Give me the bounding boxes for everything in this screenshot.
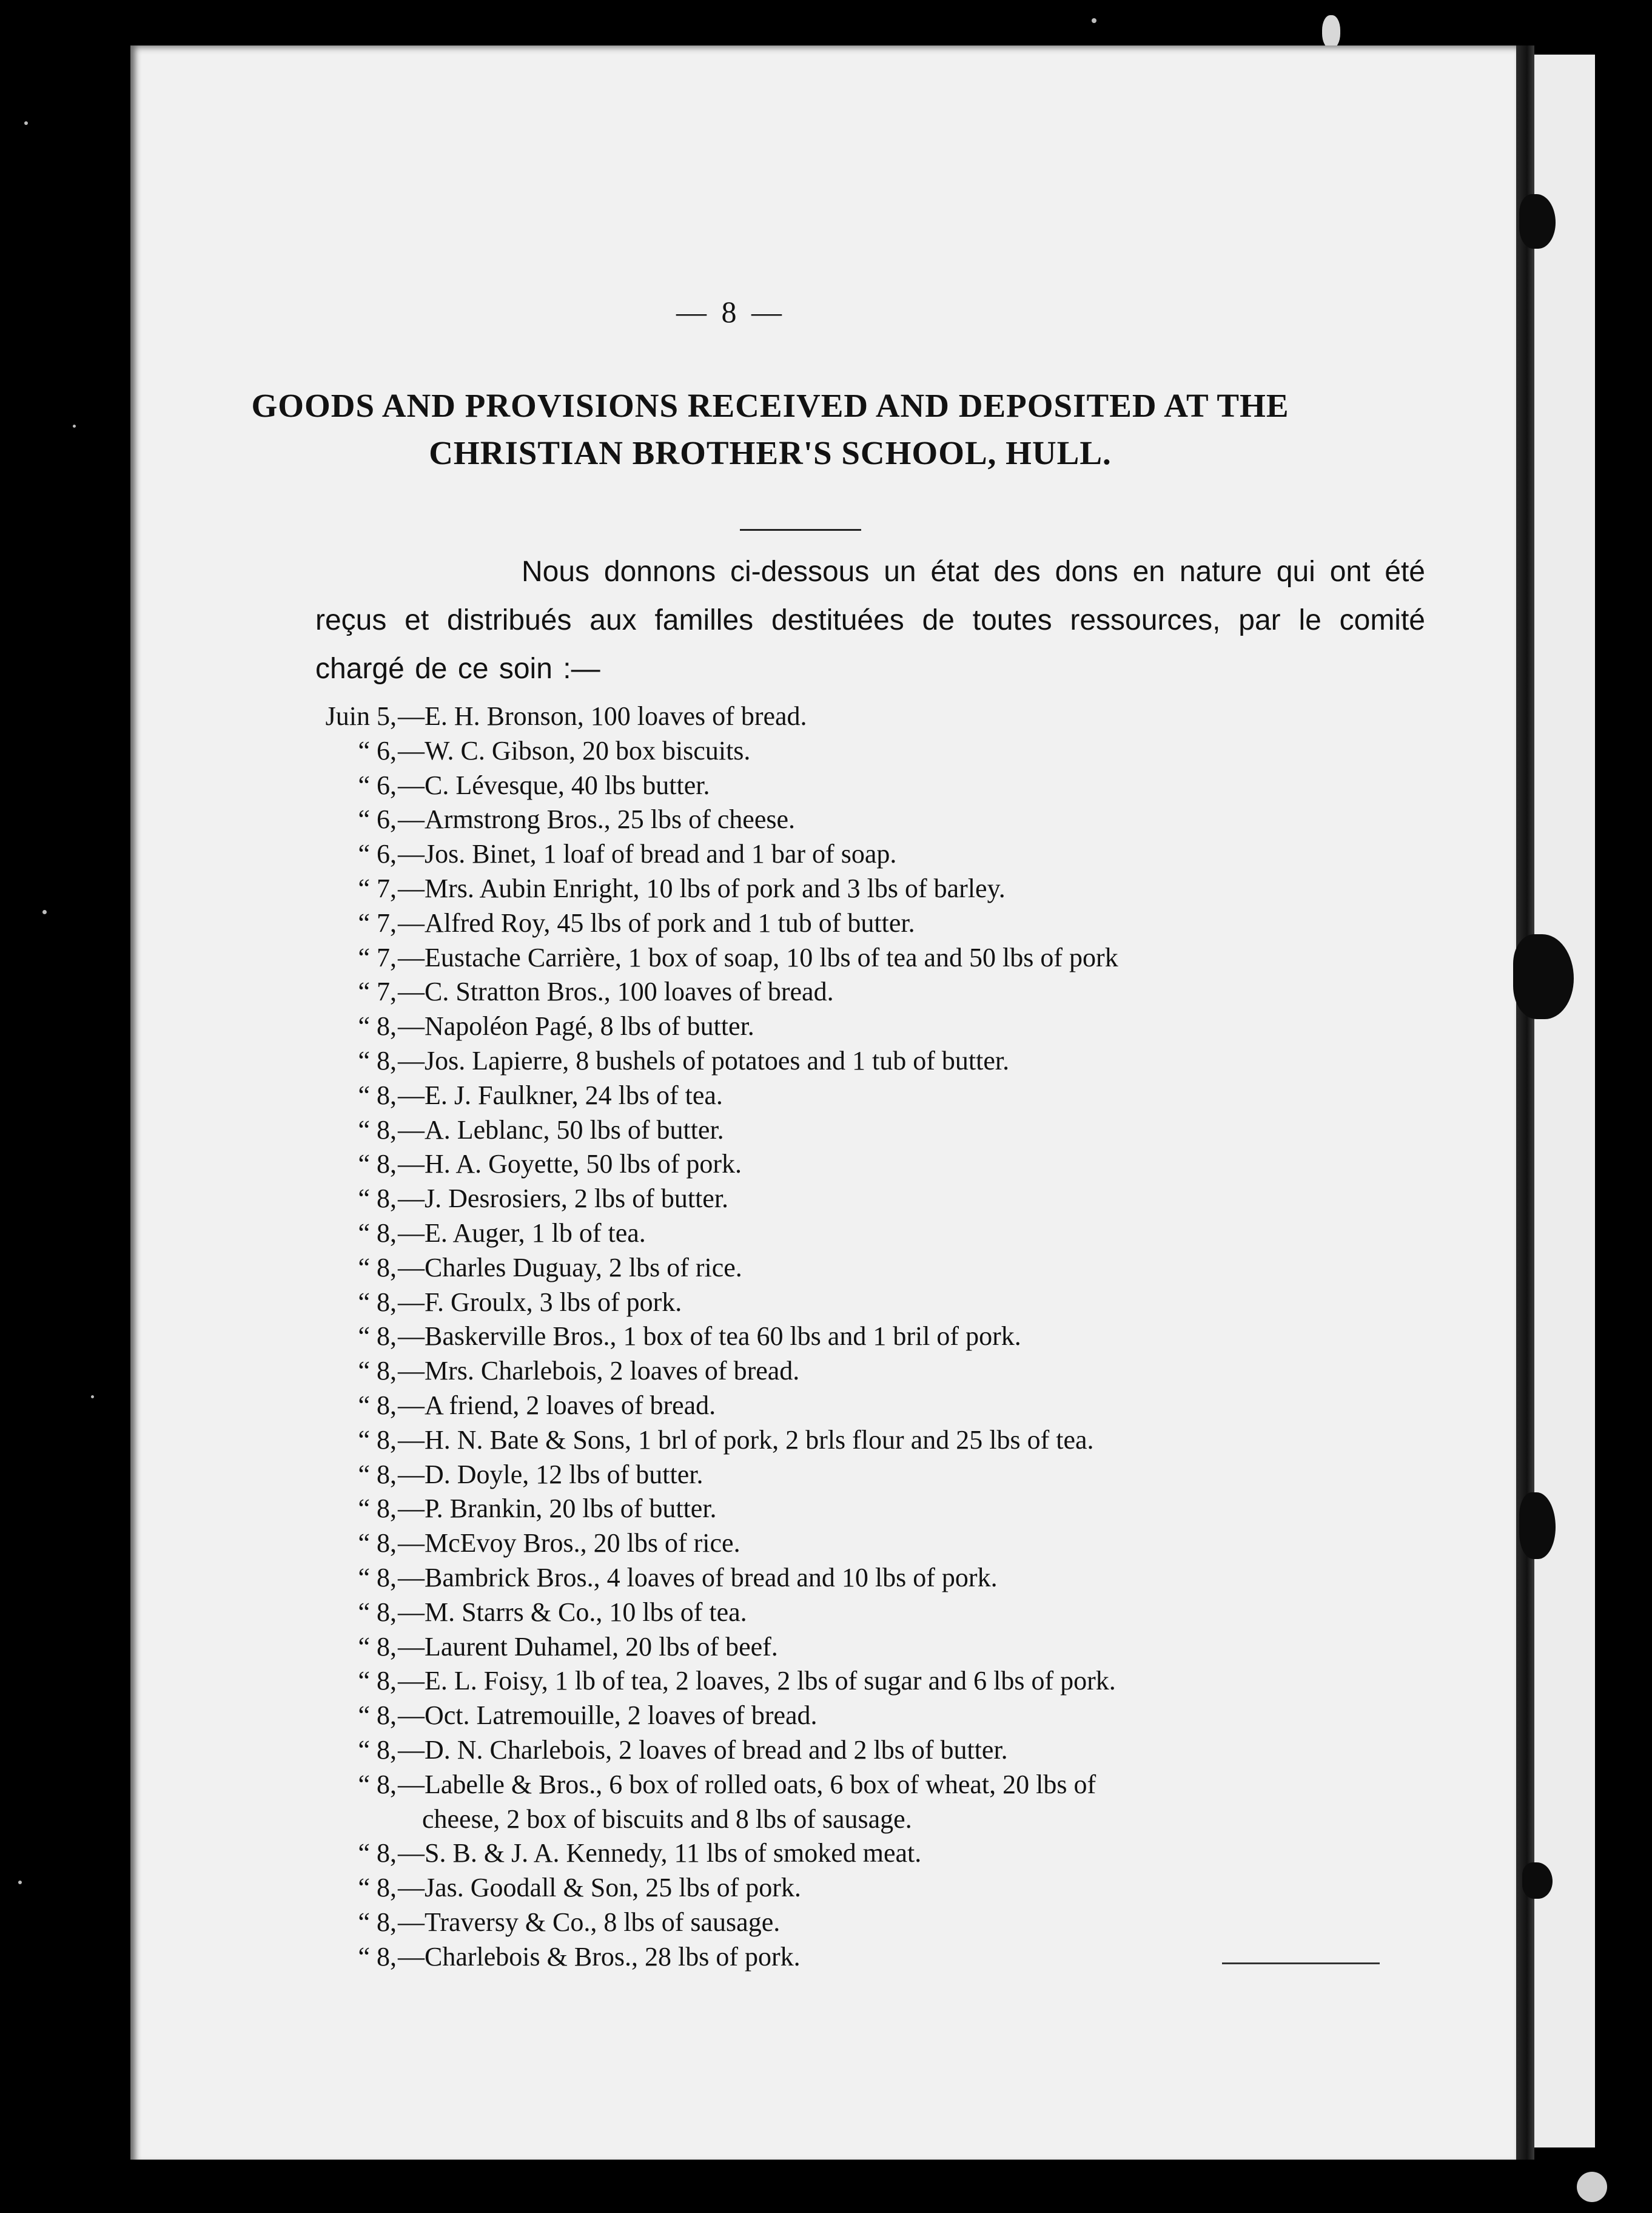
- list-item: [311, 837, 1432, 872]
- entry-date: “ 8,: [358, 1080, 397, 1110]
- scan-noise: [1092, 18, 1096, 23]
- entry-date: “ 8,: [358, 1252, 397, 1282]
- entry-text: [398, 1630, 778, 1665]
- list-item: [311, 1079, 1432, 1113]
- entry-line: —Napoléon Pagé, 8 lbs of butter.: [398, 1011, 754, 1042]
- entry-text: [398, 769, 710, 803]
- entry-date: “ 8,: [358, 1562, 397, 1592]
- entry-line: —H. A. Goyette, 50 lbs of pork.: [398, 1149, 742, 1179]
- entry-date: “ 8,: [358, 1459, 397, 1489]
- entry-text: [398, 1699, 818, 1733]
- scan-noise: [73, 425, 76, 428]
- entry-text: [398, 941, 1118, 975]
- entry-date: Juin 5,: [325, 701, 397, 731]
- entry-text: [398, 1836, 921, 1871]
- list-item: [311, 1009, 1432, 1044]
- entry-date: “ 8,: [358, 1734, 397, 1765]
- entry-text: [398, 1733, 1008, 1768]
- list-item: [311, 1423, 1432, 1458]
- entry-text: [398, 1664, 1116, 1699]
- list-item: [311, 1561, 1432, 1595]
- list-item: [311, 1113, 1432, 1148]
- list-item: [311, 734, 1432, 769]
- entry-line: —C. Stratton Bros., 100 loaves of bread.: [398, 977, 834, 1007]
- entry-date: “ 6,: [358, 735, 397, 766]
- entry-date: “ 7,: [358, 873, 397, 903]
- binding-gutter: [1516, 45, 1534, 2160]
- list-item: [311, 1182, 1432, 1216]
- entry-line: —S. B. & J. A. Kennedy, 11 lbs of smoked meat.: [398, 1838, 922, 1868]
- entry-line: —Traversy & Co., 8 lbs of sausage.: [398, 1907, 781, 1937]
- list-item: [311, 872, 1432, 906]
- entry-text: [398, 1595, 747, 1630]
- entry-line: —D. N. Charlebois, 2 loaves of bread and 2 lbs of butter.: [398, 1734, 1008, 1765]
- entry-text: [398, 1940, 801, 1975]
- entry-line: —McEvoy Bros., 20 lbs of rice.: [398, 1528, 740, 1558]
- entry-text: [398, 906, 915, 941]
- entry-date: “ 7,: [358, 977, 397, 1007]
- list-item: [311, 1664, 1432, 1699]
- title-line-1: GOODS AND PROVISIONS RECEIVED AND DEPOSITED AT THE: [251, 387, 1289, 424]
- entry-date: “ 8,: [358, 1218, 397, 1248]
- entry-date: “ 6,: [358, 839, 397, 869]
- scan-noise: [91, 1395, 94, 1398]
- entry-line: —Laurent Duhamel, 20 lbs of beef.: [398, 1631, 778, 1662]
- entry-date: “ 8,: [358, 1666, 397, 1696]
- binding-blot: [1519, 194, 1556, 249]
- entry-line: —Jos. Binet, 1 loaf of bread and 1 bar of soap.: [398, 839, 897, 869]
- entry-text: [398, 1009, 754, 1044]
- list-item: [311, 906, 1432, 941]
- list-item: [311, 1940, 1432, 1975]
- entry-line: —Alfred Roy, 45 lbs of pork and 1 tub of butter.: [398, 908, 915, 938]
- binding-blot: [1522, 1862, 1553, 1899]
- entry-date: “ 6,: [358, 770, 397, 800]
- entry-date: “ 8,: [358, 1045, 397, 1076]
- list-item: [311, 1836, 1432, 1871]
- entry-date: “ 8,: [358, 1011, 397, 1042]
- entry-date: “ 8,: [358, 1597, 397, 1627]
- entry-date: “ 8,: [358, 1907, 397, 1937]
- intro-paragraph: Nous donnons ci-dessous un état des dons en nature qui ont été reçus et distribués aux familles destituées de toutes ressources, par le comité chargé de ce soin :—: [315, 556, 1425, 685]
- entry-line: —A. Leblanc, 50 lbs of butter.: [398, 1114, 724, 1145]
- paper-page: [130, 45, 1516, 2160]
- entry-date: “ 8,: [358, 1287, 397, 1317]
- entry-date: “ 8,: [358, 1424, 397, 1455]
- entry-text: [398, 1905, 780, 1940]
- entry-date: “ 8,: [358, 1528, 397, 1558]
- list-item: [311, 1733, 1432, 1768]
- entry-line: —J. Desrosiers, 2 lbs of butter.: [398, 1184, 729, 1214]
- entry-line: —W. C. Gibson, 20 box biscuits.: [398, 735, 751, 766]
- entry-text: [398, 1285, 682, 1320]
- entry-text: [398, 803, 795, 837]
- entry-line: —Jos. Lapierre, 8 bushels of potatoes and 1 tub of butter.: [398, 1045, 1010, 1076]
- entry-line: —A friend, 2 loaves of bread.: [398, 1390, 716, 1420]
- scan-noise: [1322, 15, 1340, 49]
- list-item: [311, 1492, 1432, 1526]
- entry-date: “ 7,: [358, 942, 397, 972]
- entry-line: —Armstrong Bros., 25 lbs of cheese.: [398, 804, 796, 835]
- list-item: [311, 769, 1432, 803]
- entry-text: [398, 1319, 1021, 1354]
- list-item: [311, 1630, 1432, 1665]
- entry-date: “ 8,: [358, 1356, 397, 1386]
- list-item: [311, 1216, 1432, 1251]
- entry-line: —Mrs. Charlebois, 2 loaves of bread.: [398, 1356, 800, 1386]
- entry-line: —E. J. Faulkner, 24 lbs of tea.: [398, 1080, 723, 1110]
- entry-text: [398, 1458, 703, 1492]
- list-item: [311, 1905, 1432, 1940]
- entry-date: “ 7,: [358, 908, 397, 938]
- list-item: [311, 1526, 1432, 1561]
- entry-line: —Eustache Carrière, 1 box of soap, 10 lbs of tea and 50 lbs of pork: [398, 942, 1118, 972]
- entry-line: —C. Lévesque, 40 lbs butter.: [398, 770, 710, 800]
- entry-date: “ 8,: [358, 1631, 397, 1662]
- entry-text: [398, 1389, 716, 1423]
- entry-text: [398, 1871, 801, 1905]
- entry-date: “ 8,: [358, 1321, 397, 1352]
- title-divider: [740, 529, 861, 531]
- scan-noise: [1577, 2172, 1607, 2202]
- list-item: [311, 1768, 1432, 1837]
- list-item: [311, 1319, 1432, 1354]
- entry-date: “ 8,: [358, 1838, 397, 1868]
- entry-date: “ 8,: [358, 1769, 397, 1799]
- list-item: [311, 1251, 1432, 1285]
- entry-line: —Charles Duguay, 2 lbs of rice.: [398, 1252, 742, 1282]
- binding-blot: [1519, 1492, 1556, 1559]
- entry-date: “ 8,: [358, 1114, 397, 1145]
- entry-line: —D. Doyle, 12 lbs of butter.: [398, 1459, 703, 1489]
- list-item: [311, 803, 1432, 837]
- entry-text: [398, 1561, 998, 1595]
- entry-text: [398, 1113, 724, 1148]
- closing-rule: [1222, 1962, 1380, 1964]
- list-item: [311, 941, 1432, 975]
- entry-date: “ 6,: [358, 804, 397, 835]
- list-item: [311, 1354, 1432, 1389]
- entry-date: “ 8,: [358, 1390, 397, 1420]
- entry-text: [398, 1526, 740, 1561]
- entry-text: [398, 975, 834, 1009]
- entry-line: —Mrs. Aubin Enright, 10 lbs of pork and 3 lbs of barley.: [398, 873, 1006, 903]
- adjacent-page-edge: [1534, 55, 1595, 2147]
- list-item: [311, 1389, 1432, 1423]
- list-item: [311, 1595, 1432, 1630]
- entry-line: —E. L. Foisy, 1 lb of tea, 2 loaves, 2 lbs of sugar and 6 lbs of pork.: [398, 1666, 1116, 1696]
- entry-text: [398, 734, 750, 769]
- entry-text: [398, 1768, 1096, 1837]
- entry-text: [398, 837, 896, 872]
- scan-noise: [24, 121, 28, 125]
- entry-line: —E. H. Bronson, 100 loaves of bread.: [398, 701, 807, 731]
- entry-text: [398, 1182, 728, 1216]
- entry-text: [398, 1354, 799, 1389]
- list-item: [311, 699, 1432, 734]
- page-number: — 8 —: [676, 295, 785, 329]
- donation-list: [311, 699, 1432, 1974]
- entry-text: [398, 1251, 742, 1285]
- list-item: [311, 1285, 1432, 1320]
- page-title: [167, 382, 1374, 477]
- entry-line: —Baskerville Bros., 1 box of tea 60 lbs and 1 bril of pork.: [398, 1321, 1021, 1352]
- page-content: [130, 45, 1516, 2160]
- title-line-2: CHRISTIAN BROTHER'S SCHOOL, HULL.: [429, 434, 1112, 471]
- entry-text: [398, 1216, 646, 1251]
- entry-text: [398, 1079, 723, 1113]
- entry-text: [398, 1492, 717, 1526]
- entry-line: —P. Brankin, 20 lbs of butter.: [398, 1494, 717, 1524]
- list-item: [311, 1699, 1432, 1733]
- entry-date: “ 8,: [358, 1700, 397, 1731]
- entry-line: —F. Groulx, 3 lbs of pork.: [398, 1287, 682, 1317]
- entry-text: [398, 1147, 742, 1182]
- entry-continuation: cheese, 2 box of biscuits and 8 lbs of sausage.: [422, 1804, 912, 1834]
- entry-line: —Bambrick Bros., 4 loaves of bread and 10 lbs of pork.: [398, 1562, 998, 1592]
- entry-text: [398, 1423, 1094, 1458]
- entry-date: “ 8,: [358, 1941, 397, 1972]
- entry-date: “ 8,: [358, 1184, 397, 1214]
- binding-blot: [1513, 934, 1574, 1019]
- scan-noise: [18, 1881, 22, 1884]
- entry-text: [398, 1044, 1009, 1079]
- entry-line: —E. Auger, 1 lb of tea.: [398, 1218, 646, 1248]
- list-item: [311, 1044, 1432, 1079]
- entry-line: —M. Starrs & Co., 10 lbs of tea.: [398, 1597, 747, 1627]
- entry-line: —Jas. Goodall & Son, 25 lbs of pork.: [398, 1873, 801, 1903]
- scan-noise: [42, 910, 47, 914]
- list-item: [311, 1147, 1432, 1182]
- entry-line: —Labelle & Bros., 6 box of rolled oats, 6 box of wheat, 20 lbs of: [398, 1769, 1096, 1799]
- entry-text: [398, 699, 807, 734]
- list-item: [311, 975, 1432, 1009]
- entry-date: “ 8,: [358, 1873, 397, 1903]
- entry-line: —Charlebois & Bros., 28 lbs of pork.: [398, 1941, 801, 1972]
- list-item: [311, 1458, 1432, 1492]
- list-item: [311, 1871, 1432, 1905]
- entry-line: —H. N. Bate & Sons, 1 brl of pork, 2 brls flour and 25 lbs of tea.: [398, 1424, 1094, 1455]
- entry-date: “ 8,: [358, 1494, 397, 1524]
- entry-date: “ 8,: [358, 1149, 397, 1179]
- entry-line: —Oct. Latremouille, 2 loaves of bread.: [398, 1700, 818, 1731]
- entry-text: [398, 872, 1006, 906]
